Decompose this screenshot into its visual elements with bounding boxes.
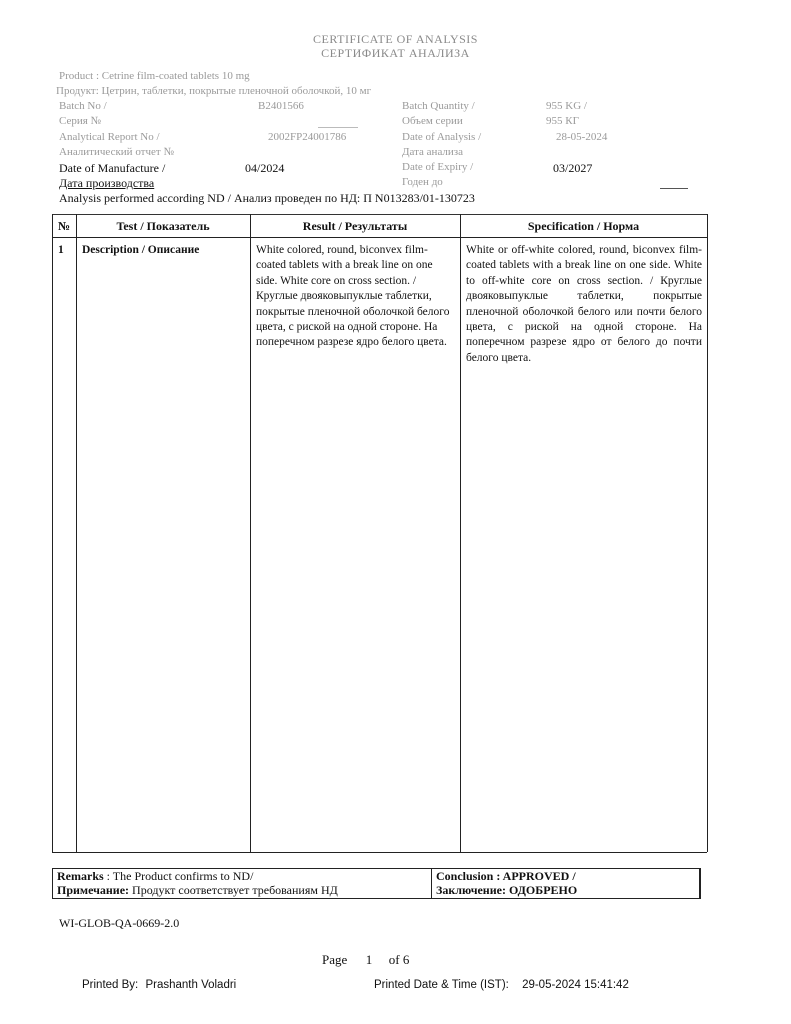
printed-date <box>374 979 629 991</box>
remarks-ru-text: Продукт соответствует требованиям НД <box>132 883 338 897</box>
page-current: 1 <box>365 952 373 967</box>
remarks-right-border <box>699 868 701 899</box>
certificate-title-en: CERTIFICATE OF ANALYSIS <box>313 32 478 46</box>
batch-qty-ru: Объем серии <box>402 115 463 127</box>
col-header-test: Test / Показатель <box>116 219 210 233</box>
batch-no-value: B2401566 <box>258 100 304 112</box>
product-ru: Продукт: Цетрин, таблетки, покрытые пленочной оболочкой, 10 мг <box>56 85 372 97</box>
printed-by <box>82 979 236 991</box>
table-col-divider <box>460 214 461 852</box>
analysis-nd: Analysis performed according ND / Анализ проведен по НД: П N013283/01-130723 <box>59 191 475 205</box>
row-spec: White or off-white colored, round, biconvex film-coated tablets with a break line on one side. White to off-white core on cross section. / Круглые двояковыпуклые таблетки, покрытые пленочной оболочкой белого или почти белого цвета, с риской на одной стороне. На поперечном разрезе ядро от белого до почти белого цвета. <box>466 244 702 364</box>
col-header-spec: Specification / Норма <box>527 219 640 233</box>
report-no-label: Analytical Report No / <box>59 131 160 143</box>
col-header-no: № <box>57 219 71 233</box>
date-analysis-ru: Дата анализа <box>402 146 464 158</box>
remarks-left-border <box>52 868 53 899</box>
report-no-ru: Аналитический отчет № <box>59 146 174 158</box>
row-result: White colored, round, biconvex film-coated tablets with a break line on one side. White core on cross section. / Круглые двояковыпуклые таблетки, покрытые пленочной оболочкой белого цвета, с риской на одной стороне. На поперечном разрезе ядро белого цвета. <box>256 244 450 349</box>
batch-qty-ru-value: 955 КГ <box>546 115 579 127</box>
table-left-border <box>52 214 53 852</box>
batch-no-label: Batch No / <box>59 100 107 112</box>
expiry-value: 03/2027 <box>553 161 593 175</box>
printed-by-label: Printed By: <box>82 979 139 991</box>
table-right-border <box>707 214 708 852</box>
remarks-divider <box>431 868 432 899</box>
conclusion-en: Conclusion : APPROVED / <box>436 869 576 883</box>
manufacture-value: 04/2024 <box>245 161 285 175</box>
printed-date-value: 29-05-2024 15:41:42 <box>522 979 629 991</box>
table-col-divider <box>76 214 77 852</box>
expiry-ru: Годен до <box>402 176 443 188</box>
conclusion-ru: Заключение: ОДОБРЕНО <box>436 883 578 897</box>
date-analysis-label: Date of Analysis / <box>402 131 482 143</box>
page-number <box>322 952 409 968</box>
manufacture-ru: Дата производства <box>59 176 155 190</box>
document-code: WI-GLOB-QA-0669-2.0 <box>59 916 180 930</box>
product-en: Product : Cetrine film-coated tablets 10 mg <box>59 70 250 82</box>
batch-qty-value: 955 KG / <box>546 100 587 112</box>
expiry-label: Date of Expiry / <box>402 161 474 173</box>
table-bottom-border <box>52 852 707 853</box>
certificate-title-ru: СЕРТИФИКАТ АНАЛИЗА <box>321 46 470 60</box>
printed-date-label: Printed Date & Time (IST): <box>374 979 509 991</box>
row-no: 1 <box>58 244 64 256</box>
table-col-divider <box>250 214 251 852</box>
remarks-en-label: Remarks <box>57 869 104 883</box>
table-header-border <box>52 237 707 238</box>
printed-by-value: Prashanth Voladri <box>145 979 237 991</box>
report-no-value: 2002FP24001786 <box>268 131 347 143</box>
batch-no-ru: Серия № <box>59 115 102 127</box>
remarks-ru <box>57 883 338 898</box>
page-of-label: of <box>388 952 400 967</box>
row-test: Description / Описание <box>82 244 200 256</box>
date-analysis-value: 28-05-2024 <box>556 131 608 143</box>
header-dash <box>318 127 358 128</box>
remarks-en-text: : The Product confirms to ND/ <box>106 869 254 883</box>
manufacture-label: Date of Manufacture / <box>59 161 166 175</box>
remarks-ru-label: Примечание: <box>57 883 130 897</box>
table-top-border <box>52 214 707 215</box>
header-dash <box>660 188 688 189</box>
batch-qty-label: Batch Quantity / <box>402 100 475 112</box>
page-total: 6 <box>402 952 410 967</box>
col-header-result: Result / Результаты <box>302 219 408 233</box>
page-label: Page <box>322 952 348 967</box>
